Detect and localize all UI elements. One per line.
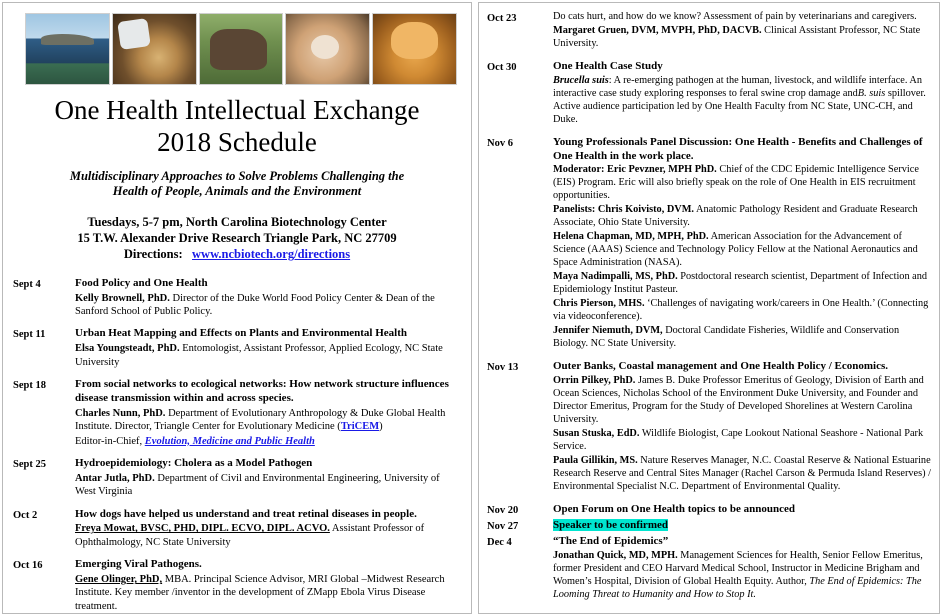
title-line-2: 2018 Schedule — [157, 126, 317, 157]
speaker-affiliation: Entomologist, Assistant Professor, Applied Ecology, NC State University — [75, 343, 443, 368]
panelist-line — [553, 231, 931, 270]
event-speaker-line — [553, 550, 931, 602]
orange-cat-photo — [372, 13, 457, 85]
event-title: From social networks to ecological networks: How network structure influences disease transmission within and across species. — [75, 377, 449, 404]
event-body — [553, 503, 931, 517]
event-description — [553, 75, 931, 127]
event-speaker-line — [75, 472, 461, 499]
event-body — [75, 327, 461, 369]
speaker-affiliation: Department of Evolutionary Anthropology & Duke Global Health Institute. Director, Triangle Center for Evolutionary Medicine ( — [75, 407, 446, 433]
panelist-line — [553, 325, 931, 351]
event-body — [553, 360, 931, 494]
schedule-row — [487, 503, 931, 517]
schedule-row — [487, 136, 931, 351]
event-editor-line — [75, 435, 461, 448]
moderator-name: Moderator: Eric Pevzner, MPH PhD. — [553, 164, 717, 176]
panelist-name: Paula Gillikin, MS. — [553, 454, 638, 466]
panelist-line — [553, 455, 931, 494]
event-body — [75, 378, 461, 448]
event-speaker-line — [75, 407, 461, 434]
pathogen-name-italic-2: B. suis — [857, 87, 886, 99]
schedule-row — [13, 457, 461, 499]
panelist-name: Susan Stuska, EdD. — [553, 427, 640, 439]
panelist-line — [553, 204, 931, 230]
right-page — [478, 2, 940, 614]
schedule-row — [13, 508, 461, 550]
event-title: How dogs have helped us understand and treat retinal diseases in people. — [75, 507, 417, 520]
left-schedule-list — [13, 277, 461, 613]
speaker-name: Margaret Gruen, DVM, MVPH, PhD, DACVB. — [553, 24, 762, 36]
venue-block — [19, 214, 455, 263]
panelist-name: Maya Nadimpalli, MS, PhD. — [553, 271, 678, 283]
directions-line — [19, 246, 455, 262]
event-title: Emerging Viral Pathogens. — [75, 558, 202, 571]
hand-holding-chick-photo — [285, 13, 370, 85]
title-line-1: One Health Intellectual Exchange — [54, 95, 420, 125]
speaker-affiliation: Department of Civil and Environmental Engineering, University of West Virginia — [75, 472, 440, 498]
speaker-name: Jonathan Quick, MD, MPH. — [553, 549, 678, 561]
event-body — [75, 508, 461, 550]
speaker-affiliation: Clinical Assistant Professor, NC State University. — [553, 24, 921, 49]
journal-link[interactable]: Evolution, Medicine and Public Health — [144, 435, 315, 447]
event-date: Oct 2 — [13, 509, 38, 521]
editor-prefix: Editor-in-Chief, — [75, 435, 145, 447]
event-body — [75, 277, 461, 319]
event-title: Food Policy and One Health — [75, 276, 208, 289]
photo-strip — [25, 13, 457, 85]
speaker-affiliation: Management Sciences for Health, Senior Fellow Emeritus, former President and CEO Harvard Medical School, Instructor in Medicine Brigham and Women’s Hospital, Division of Global Health Equity. Author, — [553, 549, 923, 587]
event-title: “The End of Epidemics” — [553, 534, 669, 547]
panelist-affiliation: Postdoctoral research scientist, Department of Infection and Epidemiology Institut Pasteur. — [553, 271, 928, 296]
event-title: Do cats hurt, and how do we know? Assessment of pain by veterinarians and caregivers. — [553, 11, 917, 22]
schedule-row — [487, 360, 931, 494]
description-part-1: : A re-emerging pathogen at the human, livestock, and wildlife interface. An interactive case study exploring responses to feral swine crop damage and — [553, 74, 922, 99]
event-date: Oct 30 — [487, 61, 517, 73]
tricem-link[interactable]: TriCEM — [340, 421, 380, 433]
subtitle-line-2: Health of People, Animals and the Environment — [112, 184, 362, 199]
event-date: Nov 20 — [487, 504, 519, 516]
venue-line-1: Tuesdays, 5-7 pm, North Carolina Biotechnology Center — [87, 214, 387, 229]
speaker-affiliation: Director of the Duke World Food Policy Center & Dean of the Sanford School of Public Policy. — [75, 292, 435, 318]
event-title: Outer Banks, Coastal management and One Health Policy / Economics. — [553, 359, 888, 372]
event-date: Sept 4 — [13, 278, 41, 290]
event-body — [553, 60, 931, 127]
schedule-row — [13, 327, 461, 369]
speaker-name: Elsa Youngsteadt, PhD. — [75, 343, 180, 355]
panelist-affiliation: Nature Reserves Manager, N.C. Coastal Reserve & National Estuarine Research Reserve and Central Sites Manager (Rachel Carson & Permuda Island Reserves) / Environmental Specialist N.C. Department of Environmental Quality. — [553, 454, 932, 492]
event-body — [75, 457, 461, 499]
event-body — [75, 558, 461, 613]
directions-label: Directions: — [123, 247, 183, 262]
page-title — [13, 95, 461, 159]
event-body — [553, 535, 931, 602]
panelist-affiliation: Doctoral Candidate Fisheries, Wildlife and Conservation Biology. NC State University. — [553, 324, 900, 349]
panelist-affiliation: ‘Challenges of navigating work/careers in One Health.’ (Connecting via videoconference). — [553, 298, 929, 323]
panelist-name: Panelists: Chris Koivisto, DVM. — [553, 204, 695, 216]
event-title: Hydroepidemiology: Cholera as a Model Pathogen — [75, 456, 313, 469]
panelist-line — [553, 428, 931, 454]
right-schedule-list — [487, 11, 931, 601]
event-title: Urban Heat Mapping and Effects on Plants and Environmental Health — [75, 327, 407, 340]
event-speaker-line — [75, 573, 461, 613]
event-date: Nov 13 — [487, 361, 519, 373]
speaker-name: Charles Nunn, PhD. — [75, 407, 166, 419]
page-subtitle — [27, 169, 447, 200]
book-title: The End of Epidemics: The Looming Threat to Humanity and How to Stop It. — [553, 575, 922, 600]
panelist-name: Orrin Pilkey, PhD. — [553, 374, 636, 386]
moderator-line — [553, 164, 931, 203]
affiliation-tail: ) — [379, 421, 383, 433]
event-body — [553, 519, 931, 533]
subtitle-line-1: Multidisciplinary Approaches to Solve Problems Challenging the — [69, 168, 405, 183]
event-date: Sept 18 — [13, 379, 46, 391]
panelist-line — [553, 375, 931, 427]
speaker-name: Freya Mowat, BVSC, PHD, DIPL. ECVO, DIPL. ACVO. — [75, 523, 330, 535]
schedule-row — [487, 11, 931, 51]
panelist-line — [553, 298, 931, 324]
panelist-name: Chris Pierson, MHS. — [553, 298, 645, 310]
panelist-affiliation: American Association for the Advancement of Science (AAAS) Science and Technology Policy Fellow at the National Aeronautics and Space Administration (NASA). — [553, 231, 918, 269]
crater-lake-photo — [25, 13, 110, 85]
speaker-affiliation: Assistant Professor of Ophthalmology, NC State University — [75, 523, 425, 548]
event-date: Sept 11 — [13, 329, 46, 341]
event-date: Nov 6 — [487, 137, 513, 149]
directions-link[interactable]: www.ncbiotech.org/directions — [192, 247, 351, 262]
panelist-affiliation: James B. Duke Professor Emeritus of Geology, Division of Earth and Ocean Sciences, Nicholas School of the Environment Duke University, and Founder and Director Emeritus, Program for the Study of Developed Shorelines at Western Carolina University. — [553, 374, 924, 425]
panelist-name: Jennifer Niemuth, DVM, — [553, 324, 663, 336]
event-date: Dec 4 — [487, 536, 512, 548]
panelist-affiliation: Wildlife Biologist, Cape Lookout National Seashore - National Park Service. — [553, 427, 924, 452]
event-date: Sept 25 — [13, 458, 46, 470]
event-title: Open Forum on One Health topics to be announced — [553, 502, 796, 515]
event-date: Oct 16 — [13, 560, 43, 572]
event-date: Nov 27 — [487, 520, 519, 532]
schedule-row — [13, 378, 461, 448]
event-speaker-line — [75, 292, 461, 319]
speaker-name: Antar Jutla, PhD. — [75, 472, 155, 484]
speaker-name: Gene Olinger, PhD, — [75, 574, 163, 586]
event-title: One Health Case Study — [553, 59, 663, 72]
schedule-row — [13, 277, 461, 319]
panelist-name: Helena Chapman, MD, MPH, PhD. — [553, 231, 709, 243]
panelist-line — [553, 271, 931, 297]
schedule-row — [487, 60, 931, 127]
schedule-row — [487, 519, 931, 533]
event-title: Young Professionals Panel Discussion: One Health - Benefits and Challenges of One Health in the work place. — [553, 135, 923, 162]
event-speaker-line — [553, 25, 931, 51]
left-page — [2, 2, 472, 614]
event-speaker-line — [75, 342, 461, 369]
event-body — [553, 136, 931, 351]
moderator-affiliation: Chief of the CDC Epidemic Intelligence Service (EIS) Program. Eric will also briefly speak on the role of One Health in EIS recruitment opportunities. — [553, 164, 919, 202]
panelist-affiliation: Anatomic Pathology Resident and Graduate Research Associate, Ohio State University. — [553, 204, 918, 229]
schedule-row — [487, 535, 931, 602]
event-date: Oct 23 — [487, 13, 517, 24]
description-part-2: spillover. Active audience participation led by One Health Faculty from NC State, UNC-CH, and Duke. — [553, 87, 926, 125]
venue-line-2: 15 T.W. Alexander Drive Research Triangle Park, NC 27709 — [77, 231, 397, 246]
speaker-name: Kelly Brownell, PhD. — [75, 292, 170, 304]
pathogen-name-italic: Brucella suis — [553, 74, 609, 86]
tbd-speaker-highlight: Speaker to be confirmed — [553, 518, 668, 531]
event-body — [553, 11, 931, 51]
schedule-row — [13, 558, 461, 613]
event-speaker-line — [75, 522, 461, 549]
speaker-affiliation: MBA. Principal Science Advisor, MRI Global –Midwest Research Institute. Key member /inventor in the development of ZMapp Ebola Virus Disease treatment. — [75, 574, 445, 612]
cow-in-field-photo — [199, 13, 284, 85]
dog-with-veterinarian-photo — [112, 13, 197, 85]
